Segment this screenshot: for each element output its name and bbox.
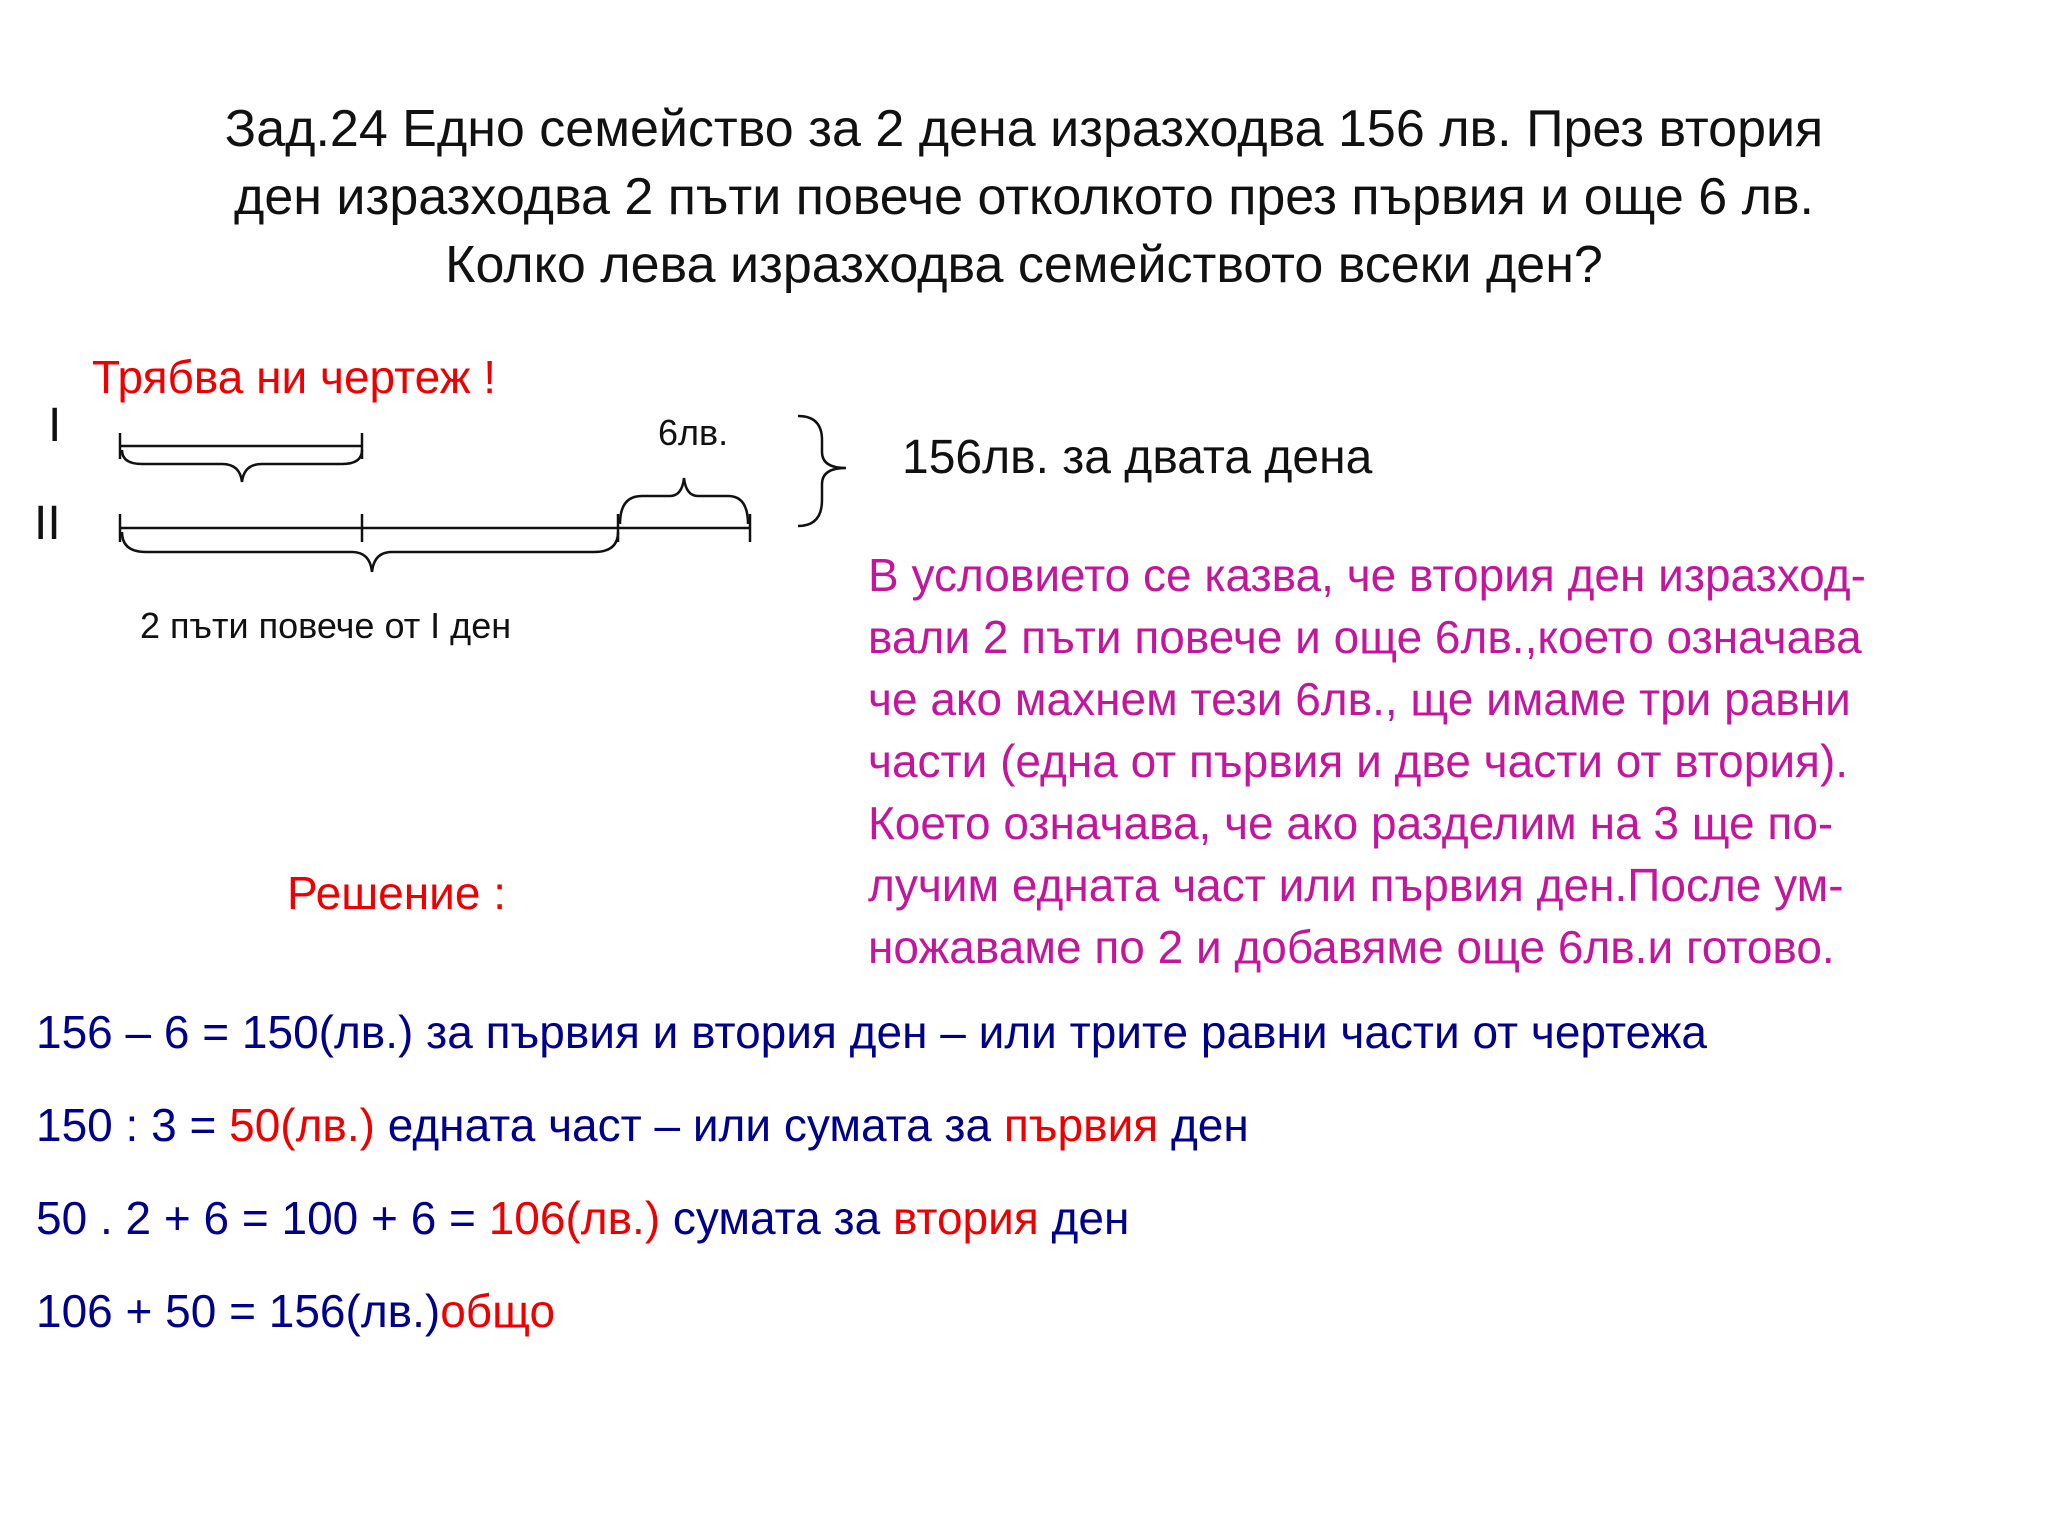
step-text: 150 : 3 = [36,1099,230,1151]
explanation-line: Което означава, че ако разделим на 3 ще по- [868,797,1834,849]
row-label-second-day: II [34,497,61,550]
explanation-line: части (една от първия и две части от втория). [868,735,1849,787]
need-drawing-note: Трябва ни чертеж ! [92,351,497,403]
step-text: 106 + 50 = 156(лв.) [36,1285,441,1337]
explanation-line: ножаваме по 2 и добавяме още 6лв.и готово. [868,921,1835,973]
solution-steps [36,1005,1707,1377]
step-text: 156 – 6 = 150(лв.) за първия и втория ден – или трите равни части от чертежа [36,1006,1707,1058]
explanation-text [868,544,1866,978]
solution-step-3 [36,1191,1707,1284]
step-text: ден [1158,1099,1249,1151]
twice-brace [122,532,618,572]
extra-brace [620,478,748,524]
problem-line: ден изразходва 2 пъти повече отколкото през първия и още 6 лв. [234,168,1814,226]
row-label-first-day: I [48,399,62,452]
explanation-line: В условието се казва, че втория ден изразход- [868,549,1866,601]
step-text: 50 . 2 + 6 = 100 + 6 = [36,1192,489,1244]
total-brace [798,416,846,526]
step-highlight: общо [440,1285,556,1337]
explanation-line: лучим едната част или първия ден.После ум- [868,859,1844,911]
explanation-line: вали 2 пъти повече и още 6лв.,което означава [868,611,1862,663]
solution-heading: Решение : [287,867,506,919]
step-text: ден [1038,1192,1130,1244]
step-highlight: втория [893,1192,1039,1244]
step-result: 50(лв.) [229,1099,375,1151]
step-text: едната част – или сумата за [374,1099,1004,1151]
total-sum-label: 156лв. за двата дена [902,431,1373,484]
solution-step-2 [36,1098,1707,1191]
step-text: сумата за [660,1192,893,1244]
explanation-line: че ако махнем тези 6лв., ще имаме три равни [868,673,1851,725]
twice-label: 2 пъти повече от I ден [140,605,512,646]
step-result: 106(лв.) [488,1192,661,1244]
problem-line: Колко лева изразходва семейството всеки ден? [445,236,1603,294]
solution-step-1 [36,1005,1707,1098]
problem-line: Зад.24 Едно семейство за 2 дена изразходва 156 лв. През втория [224,100,1824,158]
solution-step-4 [36,1284,1707,1377]
extra-amount-label: 6лв. [658,412,729,453]
step-highlight: първия [1003,1099,1159,1151]
first-day-brace [122,450,362,482]
